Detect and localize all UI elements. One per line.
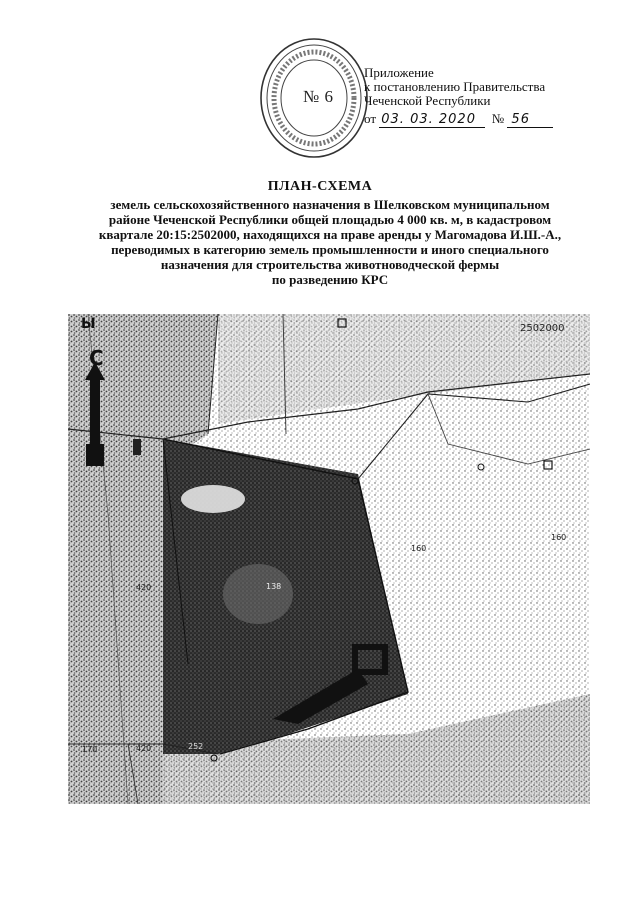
- elevation-label: 170: [82, 745, 98, 754]
- elevation-label: 138: [266, 582, 282, 591]
- cadastral-quarter-label: 2502000: [520, 323, 565, 334]
- description-line: квартале 20:15:2502000, находящихся на праве аренды у Магомадова И.Ш.-А.,: [98, 227, 562, 242]
- elevation-label: 420: [136, 744, 152, 753]
- number-value: 56: [511, 112, 530, 127]
- map-graphic: [68, 314, 590, 804]
- description-line: переводимых в категорию земель промышленности и иного специального: [111, 242, 549, 257]
- cadastral-map: [68, 314, 590, 804]
- date-prefix: от: [364, 111, 377, 126]
- appendix-label: Приложение: [364, 65, 434, 80]
- map-corner-letter: Ы: [81, 316, 96, 332]
- document-description: [60, 197, 600, 287]
- elevation-label: 252: [188, 742, 204, 751]
- seal-number: № 6: [303, 87, 334, 106]
- appendix-republic-line: Чеченской Республики: [364, 93, 491, 108]
- description-line: земель сельскохозяйственного назначения в Шелковском муниципальном: [110, 197, 550, 212]
- appendix-resolution-line: к постановлению Правительства: [364, 79, 546, 94]
- description-line: по разведению КРС: [271, 272, 389, 287]
- elevation-label: 420: [136, 583, 152, 592]
- elevation-label: 160: [551, 533, 567, 542]
- document-title: ПЛАН-СХЕМА: [267, 179, 373, 194]
- elevation-label: 160: [411, 544, 427, 553]
- date-value: 03. 03. 2020: [381, 112, 476, 127]
- number-prefix: №: [491, 111, 505, 126]
- number-field: [507, 111, 553, 128]
- appendix-header: [364, 66, 604, 108]
- date-field: [379, 111, 485, 128]
- north-letter: С: [89, 346, 104, 370]
- description-line: районе Чеченской Республики общей площадью 4 000 кв. м, в кадастровом: [108, 212, 552, 227]
- description-line: назначения для строительства животноводческой фермы: [160, 257, 500, 272]
- appendix-date-row: [364, 111, 553, 128]
